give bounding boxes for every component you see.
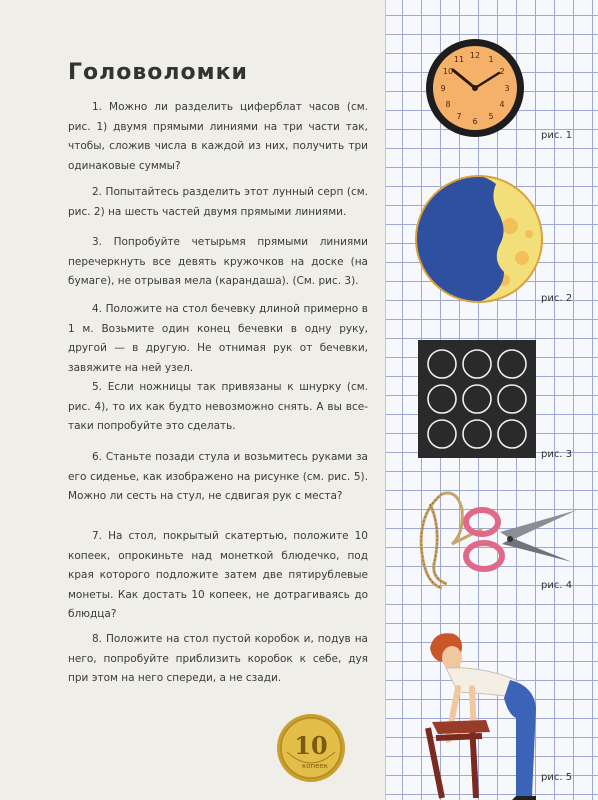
puzzle-6: 6. Станьте позади стула и возьмитесь руками за его сиденье, как изображено на рисунке (см. рис. 5). Можно ли сесть на стул, не сдвигая рук с места? bbox=[68, 451, 368, 503]
person-chair-figure bbox=[412, 628, 552, 800]
figure-2-caption: рис. 2 bbox=[541, 293, 573, 304]
nine-circles-board-figure bbox=[418, 340, 536, 458]
svg-text:4: 4 bbox=[499, 100, 505, 109]
figures-column bbox=[385, 0, 598, 800]
svg-text:10: 10 bbox=[442, 67, 454, 76]
scissors-cord-figure bbox=[412, 484, 582, 594]
svg-text:8: 8 bbox=[445, 100, 451, 109]
figure-4-caption: рис. 4 bbox=[541, 580, 573, 591]
figure-3-caption: рис. 3 bbox=[541, 449, 573, 460]
coin-value: 10 bbox=[294, 731, 328, 760]
puzzle-5: 5. Если ножницы так привязаны к шнурку (см. рис. 4), то их как будто невозможно снять. А вы все-таки попробуйте это сделать. bbox=[68, 381, 368, 433]
svg-text:6: 6 bbox=[472, 117, 478, 126]
clock-figure bbox=[423, 36, 527, 140]
page-title: Головоломки bbox=[68, 60, 248, 85]
coin-unit: копеек bbox=[302, 762, 328, 770]
moon-crescent-figure bbox=[412, 172, 547, 307]
svg-text:3: 3 bbox=[504, 84, 510, 93]
svg-text:5: 5 bbox=[488, 112, 494, 121]
svg-text:12: 12 bbox=[469, 51, 481, 60]
svg-text:11: 11 bbox=[453, 55, 465, 64]
svg-text:1: 1 bbox=[488, 55, 494, 64]
figure-5-caption: рис. 5 bbox=[541, 772, 573, 783]
puzzle-8: 8. Положите на стол пустой коробок и, подув на него, попробуйте приблизить коробок к себе, дуя при этом на него спереди, а не сзади. bbox=[68, 633, 368, 685]
puzzle-3: 3. Попробуйте четырьмя прямыми линиями перечеркнуть все девять кружочков на доске (на бумаге), не отрывая мела (карандаша). (См. рис. 3). bbox=[68, 236, 368, 288]
puzzle-7: 7. На стол, покрытый скатертью, положите 10 копеек, опрокиньте над монеткой блюдечко, под края которого подложите затем две пятирублевые монеты. Как достать 10 копеек, не дотрагиваясь до блюдца? bbox=[68, 530, 368, 621]
puzzle-2: 2. Попытайтесь разделить этот лунный серп (см. рис. 2) на шесть частей двумя прямыми линиями. bbox=[68, 186, 368, 218]
svg-text:7: 7 bbox=[456, 112, 462, 121]
figure-1-caption: рис. 1 bbox=[541, 130, 573, 141]
puzzle-1: 1. Можно ли разделить циферблат часов (см. рис. 1) двумя прямыми линиями на три части так, чтобы, сложив числа в каждой из них, получить три одинаковые суммы? bbox=[68, 101, 368, 172]
svg-text:2: 2 bbox=[499, 67, 505, 76]
svg-text:9: 9 bbox=[440, 84, 446, 93]
coin-10-kopecks bbox=[275, 712, 347, 784]
puzzle-4: 4. Положите на стол бечевку длиной примерно в 1 м. Возьмите один конец бечевки в одну руку, другой — в другую. Не отнимая рук от бечевки, завяжите на ней узел. bbox=[68, 303, 368, 374]
